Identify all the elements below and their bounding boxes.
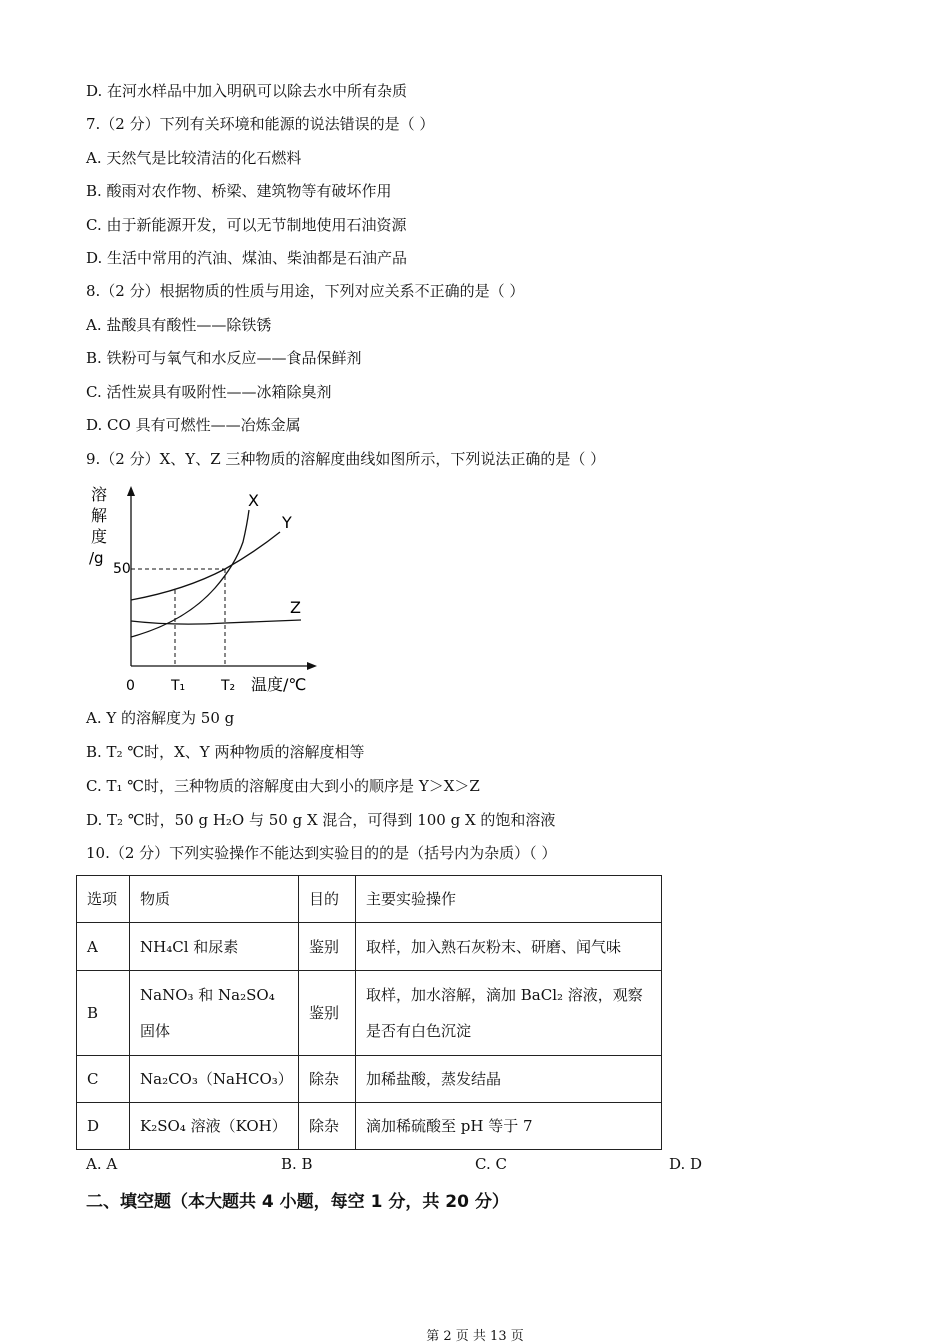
tick-t1: T₁ [171, 678, 186, 694]
table-cell: Na₂CO₃（NaHCO₃） [130, 1056, 299, 1103]
table-cell: B [77, 971, 130, 1056]
q9-option-c: C. T₁ ℃时，三种物质的溶解度由大到小的顺序是 Y＞X＞Z [86, 777, 480, 795]
q7-option-d: D. 生活中常用的汽油、煤油、柴油都是石油产品 [86, 249, 408, 267]
table-cell: NH₄Cl 和尿素 [130, 923, 299, 971]
table-row [77, 1103, 662, 1150]
table-cell: 除杂 [299, 1103, 356, 1150]
xlabel: 温度/℃ [251, 675, 307, 694]
table-cell: K₂SO₄ 溶液（KOH） [130, 1103, 299, 1150]
table-cell: 取样，加水溶解，滴加 BaCl₂ 溶液，观察是否有白色沉淀 [356, 971, 662, 1056]
table-cell: 取样，加入熟石灰粉末、研磨、闻气味 [356, 923, 662, 971]
tick-50: 50 [113, 561, 131, 577]
question-10: 10.（2 分）下列实验操作不能达到实验目的的是（括号内为杂质）（ ） [86, 844, 557, 862]
curve-x [131, 510, 249, 637]
label-x: X [248, 491, 259, 510]
q8-option-c: C. 活性炭具有吸附性——冰箱除臭剂 [86, 383, 332, 401]
table-row [77, 971, 662, 1056]
header-cell: 目的 [299, 876, 356, 923]
curve-z [131, 620, 301, 624]
question-7: 7.（2 分）下列有关环境和能源的说法错误的是（ ） [86, 115, 435, 133]
table-header-row [77, 876, 662, 923]
q8-option-a: A. 盐酸具有酸性——除铁锈 [86, 316, 272, 334]
q7-option-b: B. 酸雨对农作物、桥梁、建筑物等有破坏作用 [86, 182, 392, 200]
table-cell: 鉴别 [299, 923, 356, 971]
table-cell: C [77, 1056, 130, 1103]
table-cell: 除杂 [299, 1056, 356, 1103]
header-cell: 物质 [130, 876, 299, 923]
curve-y [131, 532, 280, 600]
table-cell: 加稀盐酸，蒸发结晶 [356, 1056, 662, 1103]
label-y: Y [282, 513, 292, 532]
q8-option-b: B. 铁粉可与氧气和水反应——食品保鲜剂 [86, 349, 362, 367]
q10-option-b: B. B [281, 1155, 313, 1173]
table-row [77, 1056, 662, 1103]
table-cell: D [77, 1103, 130, 1150]
q8-option-d: D. CO 具有可燃性——冶炼金属 [86, 416, 301, 434]
x-axis-arrow [307, 662, 317, 670]
solubility-chart [85, 480, 325, 700]
q10-option-c: C. C [475, 1155, 507, 1173]
section-title: 二、填空题（本大题共 4 小题，每空 1 分，共 20 分） [86, 1192, 509, 1212]
ylabel-char-3: 度 [91, 527, 108, 546]
q7-option-a: A. 天然气是比较清洁的化石燃料 [86, 149, 302, 167]
table-row [77, 923, 662, 971]
q10-option-d: D. D [669, 1155, 703, 1173]
ylabel-unit: /g [89, 549, 104, 567]
tick-t2: T₂ [221, 678, 236, 694]
q9-option-d: D. T₂ ℃时，50 g H₂O 与 50 g X 混合，可得到 100 g X 的饱和溶液 [86, 811, 556, 829]
table-cell: 滴加稀硫酸至 pH 等于 7 [356, 1103, 662, 1150]
q9-option-a: A. Y 的溶解度为 50 g [86, 709, 235, 727]
question-9: 9.（2 分）X、Y、Z 三种物质的溶解度曲线如图所示，下列说法正确的是（ ） [86, 450, 606, 468]
label-z: Z [290, 598, 301, 617]
ylabel-char-1: 溶 [91, 485, 108, 504]
table-cell: A [77, 923, 130, 971]
q6-option-d: D. 在河水样品中加入明矾可以除去水中所有杂质 [86, 82, 408, 100]
q10-table [76, 875, 662, 1150]
q9-option-b: B. T₂ ℃时，X、Y 两种物质的溶解度相等 [86, 743, 365, 761]
table-cell: 鉴别 [299, 971, 356, 1056]
table-cell: NaNO₃ 和 Na₂SO₄ 固体 [130, 971, 299, 1056]
page-footer: 第 2 页 共 13 页 [426, 1329, 524, 1344]
tick-origin: 0 [126, 678, 135, 694]
header-cell: 主要实验操作 [356, 876, 662, 923]
y-axis-arrow [127, 486, 135, 496]
header-cell: 选项 [77, 876, 130, 923]
question-8: 8.（2 分）根据物质的性质与用途，下列对应关系不正确的是（ ） [86, 282, 525, 300]
q7-option-c: C. 由于新能源开发，可以无节制地使用石油资源 [86, 216, 407, 234]
ylabel-char-2: 解 [91, 506, 108, 525]
q10-option-a: A. A [86, 1155, 118, 1173]
